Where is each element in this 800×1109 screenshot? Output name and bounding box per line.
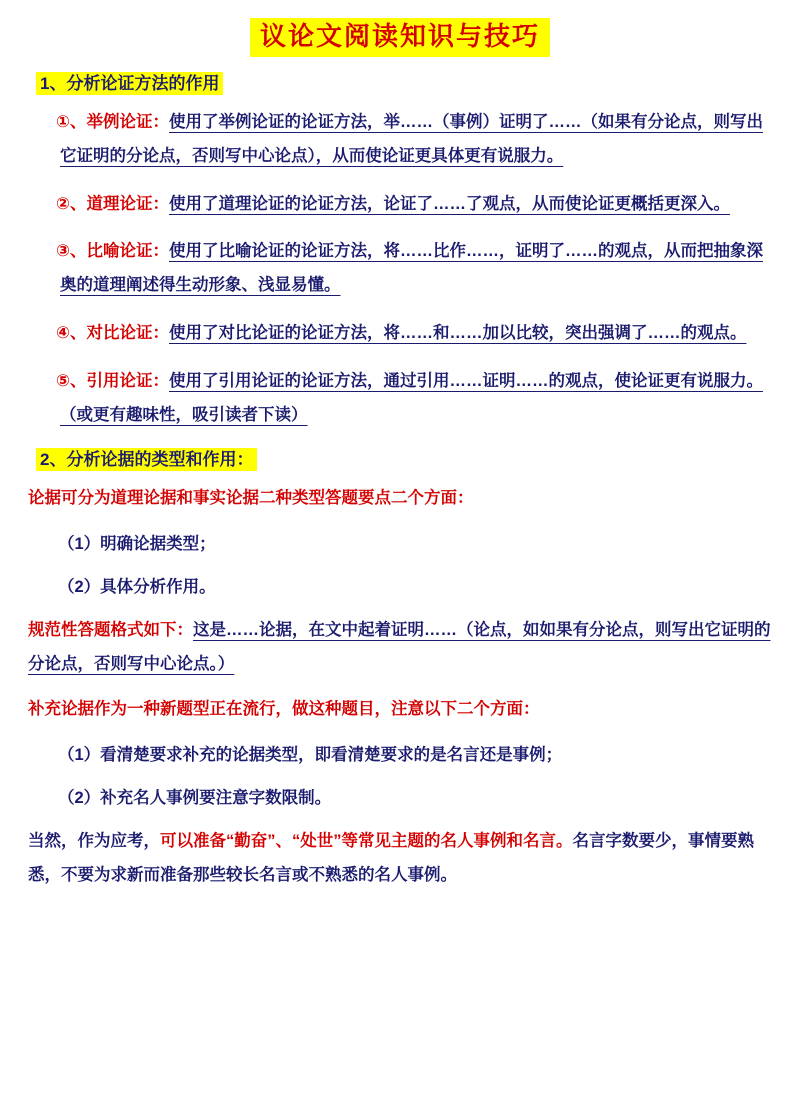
answer-format-block xyxy=(24,614,776,682)
item-number: ③、 xyxy=(56,242,87,261)
section-2-intro xyxy=(24,482,776,516)
page-title: 议论文阅读知识与技巧 xyxy=(250,18,550,57)
item-number: ⑤、 xyxy=(56,371,87,390)
item-lead: 对比论证： xyxy=(86,324,169,343)
point-text: （2）补充名人事例要注意字数限制。 xyxy=(58,789,332,808)
point-text: （1）明确论据类型； xyxy=(58,534,216,553)
item-text: 使用了引用论证的论证方法，通过引用……证明……的观点，使论证更有说服力。（或更有趣味性，吸引读者下读） xyxy=(60,371,763,424)
closing-prefix: 当然，作为应考， xyxy=(28,832,160,851)
list-item xyxy=(24,528,776,561)
item-text: 使用了对比论证的论证方法，将……和……加以比较，突出强调了……的观点。 xyxy=(168,324,747,343)
list-item xyxy=(24,365,776,433)
item-lead: 引用论证： xyxy=(86,371,169,390)
supplement-lead: 补充论据作为一种新题型正在流行，做这种题目，注意以下二个方面： xyxy=(28,700,540,719)
point-text: （1）看清楚要求补充的论据类型，即看清楚要求的是名言还是事例； xyxy=(58,746,563,765)
section-2-intro-text: 论据可分为道理论据和事实论据二种类型答题要点二个方面： xyxy=(28,489,474,507)
supplement-block xyxy=(24,693,776,727)
item-lead: 比喻论证： xyxy=(86,242,169,261)
point-text: （2）具体分析作用。 xyxy=(58,577,216,596)
list-item xyxy=(24,106,776,174)
list-item xyxy=(24,739,776,772)
section-2-heading xyxy=(36,447,776,473)
closing-highlight: 可以准备“勤奋”、“处世”等常见主题的名人事例和名言。 xyxy=(160,832,573,851)
list-item xyxy=(24,782,776,815)
section-2-heading-text: 2、分析论据的类型和作用： xyxy=(36,448,257,471)
closing-paragraph xyxy=(24,825,776,893)
item-text: 使用了道理论证的论证方法，论证了……了观点，从而使论证更概括更深入。 xyxy=(168,194,730,213)
item-number: ④、 xyxy=(56,324,87,343)
list-item xyxy=(24,317,776,351)
item-text: 使用了举例论证的论证方法，举……（事例）证明了……（如果有分论点，则写出它证明的分论点，否则写中心论点），从而使论证更具体更有说服力。 xyxy=(60,113,763,165)
section-1-heading xyxy=(36,71,776,97)
item-lead: 举例论证： xyxy=(86,113,169,131)
answer-format-lead: 规范性答题格式如下： xyxy=(28,620,193,639)
item-number: ②、 xyxy=(56,194,87,213)
item-text: 使用了比喻论证的论证方法，将……比作……，证明了……的观点，从而把抽象深奥的道理阐述得生动形象、浅显易懂。 xyxy=(60,242,763,295)
item-number: ①、 xyxy=(56,113,87,131)
list-item xyxy=(24,571,776,604)
answer-format-text: 这是……论据，在文中起着证明……（论点，如如果有分论点，则写出它证明的分论点，否则写中心论点。） xyxy=(28,620,771,673)
list-item xyxy=(24,188,776,222)
closing-rest: 名言字数要少，事情要熟悉，不要为求新而准备那些较长名言或不熟悉的名人事例。 xyxy=(28,832,754,885)
list-item xyxy=(24,235,776,303)
item-lead: 道理论证： xyxy=(86,194,169,213)
title-container xyxy=(24,18,776,57)
section-1-heading-text: 1、分析论证方法的作用 xyxy=(36,72,223,95)
